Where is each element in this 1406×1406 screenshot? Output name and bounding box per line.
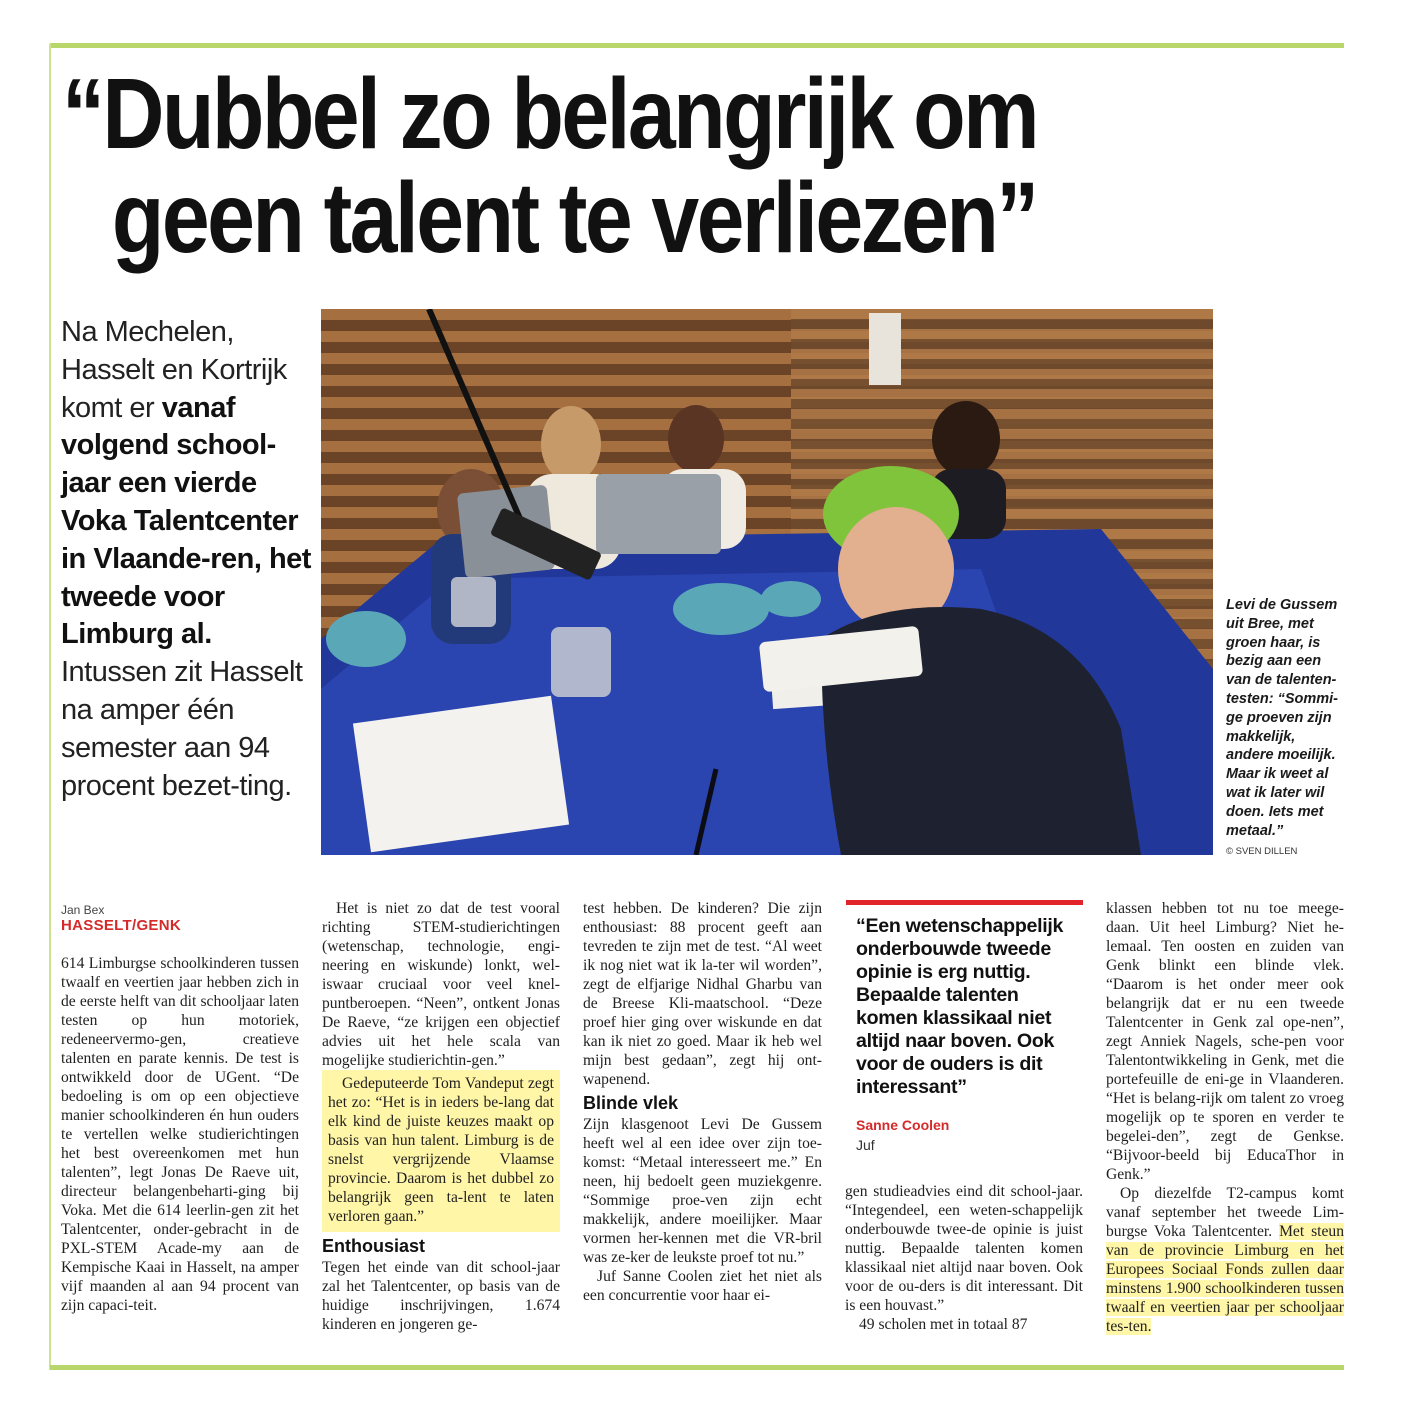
intro-lead: [61, 314, 317, 805]
col3-paragraph-3: Juf Sanne Coolen ziet het niet als een concurrentie voor haar ei-: [583, 1268, 822, 1304]
pullquote-role: Juf: [856, 1137, 875, 1153]
photo-caption: Levi de Gussem uit Bree, met groen haar, is bezig aan een van de talenten-testen: “Sommi-ge proeven zijn makkelijk, andere moeilijk. Maar ik weet al wat ik later wil doen. Iets met metaal.”: [1226, 597, 1338, 839]
article-column-1: [61, 954, 299, 1315]
pullquote: “Een wetenschappelijk onderbouwde tweede opinie is erg nuttig. Bepaalde talenten komen klassikaal niet altijd naar boven. Ook voor de ouders is dit interessant”: [856, 915, 1064, 1098]
col3-paragraph-1: test hebben. De kinderen? Die zijn enthousiast: 88 procent geeft aan tevreden te zijn met de test. “Al weet ik nog niet wat ik la-ter wil worden”, zegt de elfjarige Nidhal Gharbu van de Breese Kli-maatschool. “Deze proef hier ging over wiskunde en dat kan ik niet zo goed. Maar ik heb wel mijn best gedaan”, zegt hij ont-wapenend.: [583, 900, 822, 1088]
article-column-5: [1106, 899, 1344, 1336]
pullquote-name: Sanne Coolen: [856, 1117, 950, 1133]
left-green-rule: [49, 44, 51, 1370]
headline-line-1: “Dubbel zo belangrijk om: [62, 58, 1037, 170]
col3-paragraph-2: Zijn klasgenoot Levi De Gussem heeft wel al een idee over zijn toe-komst: “Metaal interesseert me.” En neen, hij bedoelt geen muziekgenre. “Sommige proe-ven zijn echt makkelijk, andere moeilijker. Maar vormen her-kennen met die VR-bril was ze-ker de leukste proef tot nu.”: [583, 1116, 822, 1266]
col4-paragraph-1: gen studieadvies eind dit school-jaar. “Integendeel, een weten-schappelijk onderbouwde twee-de opinie is juist nuttig. Bepaalde talenten komen klassikaal niet altijd naar boven. Ook voor de ou-ders is dit interessant. Dit is een houvast.”: [845, 1183, 1083, 1314]
col1-paragraph-1: 614 Limburgse schoolkinderen tussen twaalf en veertien jaar hebben zich in de eerste helft van dit schooljaar laten testen op hun motoriek, redeneervermo-gen, creatieve talenten en parate kennis. De test is ontwikkeld door de UGent. “De bedoeling is om op een objectieve manier schoolkinderen én hun ouders te vertellen welke studierichtingen het best overeenkomen met hun talenten”, legt Jonas De Raeve uit, directeur belangenbeharti-ging bij Voka. Met die 614 leerlin-gen zit het Talentcenter, onder-gebracht in de PXL-STEM Acade-my aan de Kempische Kaai in Hasselt, na amper vijf maanden al aan 94 procent van zijn capaci-teit.: [61, 955, 299, 1314]
col5-paragraph-1: klassen hebben tot nu toe meege-daan. Uit heel Limburg? Niet he-lemaal. Ten oosten en zuiden van Genk blinkt een blinde vlek. “Daarom is het onder meer ook belangrijk dat er nu een tweede Talentcenter in Genk zal ope-nen”, zegt Anniek Nagels, sche-pen voor Talentontwikkeling in Genk, met die portefeuille de eni-ge in Vlaanderen. “Het is belang-rijk om talent zo vroeg mogelijk op te sporen en verder te begelei-den”, zegt de Genkse. “Bijvoor-beeld bij EducaThor in Genk.”: [1106, 900, 1344, 1183]
intro-bold: vanaf volgend school-jaar een vierde Voka Talentcenter in Vlaande-ren, het tweede voor Limburg al.: [61, 391, 311, 651]
top-green-rule: [50, 43, 1344, 48]
article-photo: [321, 309, 1213, 855]
article-column-4: [845, 1182, 1083, 1334]
col2-paragraph-3: Tegen het einde van dit school-jaar zal het Talentcenter, op basis van de huidige inschrijvingen, 1.674 kinderen en jongeren ge-: [322, 1259, 560, 1333]
dateline: HASSELT/GENK: [61, 917, 181, 934]
article-column-2: [322, 899, 560, 1334]
col5-paragraph-2: [1106, 1184, 1344, 1336]
col2-highlighted-quote: Gedeputeerde Tom Vandeput zegt het zo: “Het is in ieders be-lang dat elk kind de juiste keuzes maakt op basis van hun talent. Limburg is de snelst vergrijzende Vlaamse provincie. Daarom is het dubbel zo belangrijk geen ta-lent te laten verloren gaan.”: [322, 1070, 560, 1232]
photo-credit: © SVEN DILLEN: [1226, 846, 1298, 857]
headline-line-2: geen talent te verliezen”: [111, 162, 1037, 274]
col5-paragraph-2-start: Op diezelfde T2-campus komt vanaf september het tweede Lim-burgse Voka Talentcenter.: [1106, 1185, 1344, 1240]
col3-subheading-blinde-vlek: Blinde vlek: [583, 1093, 679, 1113]
col2-paragraph-1: Het is niet zo dat de test vooral richting STEM-studierichtingen (wetenschap, technologie, engi-neering en wiskunde) lonkt, wel-iswaar cruciaal voor veel knel-puntberoepen. “Neen”, ontkent Jonas De Raeve, “ze krijgen een objectief advies uit het hele scala van mogelijke studierichtin-gen.”: [322, 900, 560, 1069]
bottom-green-rule: [50, 1365, 1344, 1370]
intro-part-1: Na Mechelen, Hasselt en Kortrijk komt er: [61, 316, 287, 424]
intro-part-2: Intussen zit Hasselt na amper één semester aan 94 procent bezet-ting.: [61, 656, 303, 802]
article-column-3: [583, 899, 822, 1305]
col4-paragraph-2: 49 scholen met in totaal 87: [859, 1316, 1028, 1333]
headline: [62, 58, 1146, 274]
col5-highlighted-text: Met steun van de provincie Limburg en het Europees Sociaal Fonds zullen daar minstens 1.900 schoolkinderen tussen twaalf en veertien jaar per schooljaar tes-ten.: [1106, 1223, 1344, 1335]
classroom-photo-illustration: [321, 309, 1213, 855]
pullquote-red-bar: [846, 900, 1083, 905]
byline-author: Jan Bex: [61, 903, 105, 917]
col2-subheading-enthousiast: Enthousiast: [322, 1236, 426, 1256]
